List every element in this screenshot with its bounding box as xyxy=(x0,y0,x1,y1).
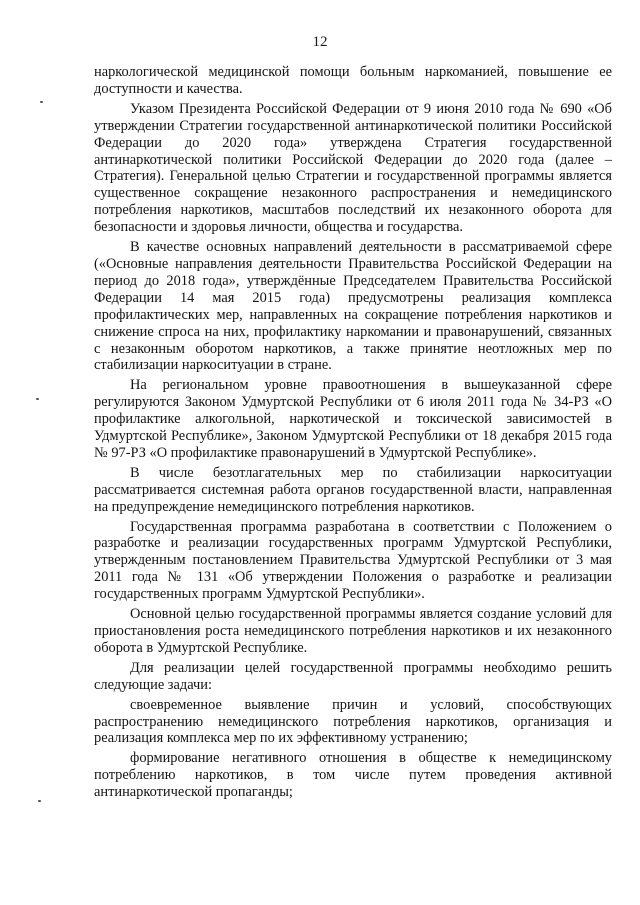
scan-speck xyxy=(36,398,39,400)
paragraph-continuation: наркологической медицинской помощи больным наркоманией, повышение ее доступности и качества. xyxy=(94,64,612,97)
scan-speck xyxy=(40,101,43,103)
task-item-attitude: формирование негативного отношения в обществе к немедицинскому потреблению наркотиков, в том числе путем проведения активной антинаркотической пропаганды; xyxy=(94,750,612,801)
scan-speck xyxy=(38,800,41,802)
paragraph-urgent-measures: В числе безотлагательных мер по стабилизации наркоситуации рассматривается системная работа органов государственной власти, направленная на предупреждение немедицинского потребления наркотиков. xyxy=(94,464,612,515)
paragraph-regional-laws: На региональном уровне правоотношения в вышеуказанной сфере регулируются Законом Удмуртской Республики от 6 июля 2011 года № 34-РЗ «О профилактике алкогольной, наркотической и токсической зависимостей в Удмуртской Республике», Законом Удмуртской Республики от 18 декабря 2015 года № 97-РЗ «О профилактике правонарушений в Удмуртской Республике». xyxy=(94,377,612,461)
paragraph-program-basis: Государственная программа разработана в соответствии с Положением о разработке и реализации государственных программ Удмуртской Республики, утвержденным постановлением Правительства Удмуртской Республики от 3 мая 2011 года № 131 «Об утверждении Положения о разработке и реализации государственных программ Удмуртской Республики». xyxy=(94,518,612,603)
page-number: 12 xyxy=(312,34,328,50)
paragraph-strategy-decree: Указом Президента Российской Федерации от 9 июня 2010 года № 690 «Об утверждении Стратегии государственной антинаркотической политики Российской Федерации до 2020 года» утверждена Стратегия государственной антинаркотической политики Российской Федерации до 2020 года (далее – Стратегия). Генеральной целью Стратегии и государственной программы является существенное сокращение незаконного распространения и немедицинского потребления наркотиков, масштабов последствий их незаконного оборота для безопасности и здоровья личности, общества и государства. xyxy=(94,100,612,236)
paragraph-program-goal: Основной целью государственной программы является создание условий для приостановления роста немедицинского потребления наркотиков и их незаконного оборота в Удмуртской Республике. xyxy=(94,606,612,656)
paragraph-main-directions: В качестве основных направлений деятельности в рассматриваемой сфере («Основные направления деятельности Правительства Российской Федерации на период до 2018 года», утверждённые Председателем Правительства Российской Федерации 14 мая 2015 года) предусмотрены реализация комплекса профилактических мер, направленных на сокращение потребления наркотиков и снижение спроса на них, профилактику наркомании и правонарушений, связанных с незаконным оборотом наркотиков, а также принятие неотложных мер по стабилизации наркоситуации в стране. xyxy=(94,239,612,374)
document-body xyxy=(94,64,612,804)
paragraph-tasks-intro: Для реализации целей государственной программы необходимо решить следующие задачи: xyxy=(94,659,612,693)
task-item-detection: своевременное выявление причин и условий, способствующих распространению немедицинского потребления наркотиков, организация и реализация комплекса мер по их эффективному устранению; xyxy=(94,696,612,747)
